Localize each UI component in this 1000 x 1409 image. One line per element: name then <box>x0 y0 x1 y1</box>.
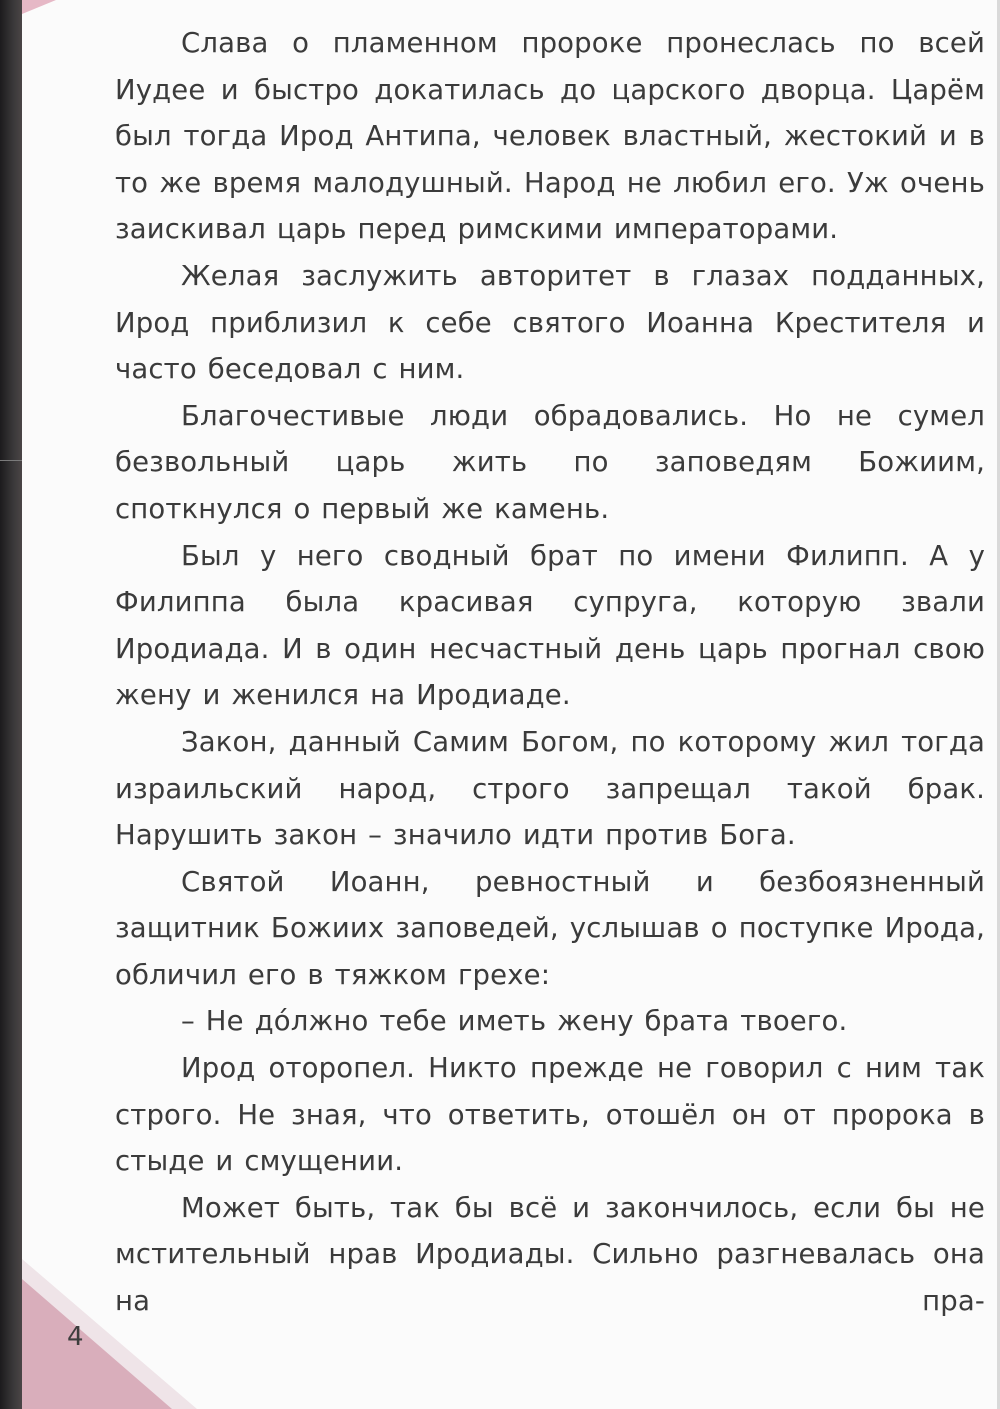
page-text <box>115 20 985 1325</box>
adjacent-page-edge <box>0 0 22 1409</box>
paragraph: Может быть, так бы всё и закончилось, если бы не мстительный нрав Иродиады. Сильно разгневалась она на пра- <box>115 1191 985 1318</box>
corner-decoration-top <box>22 0 56 14</box>
page-number: 4 <box>67 1322 84 1352</box>
paragraph: Слава о пламенном пророке пронеслась по всей Иудее и быстро докатилась до царского дворца. Царём был тогда Ирод Антипа, человек властный, жестокий и в то же время малодушный. Народ не любил его. Уж очень заискивал царь перед римскими императорами. <box>115 27 985 246</box>
paragraph: Желая заслужить авторитет в глазах подданных, Ирод приблизил к себе святого Иоанна Крестителя и часто беседовал с ним. <box>115 259 985 386</box>
paragraph: Святой Иоанн, ревностный и безбоязненный защитник Божиих заповедей, услышав о поступке Ирода, обличил его в тяжком грехе: <box>115 865 985 991</box>
paragraph: Был у него сводный брат по имени Филипп. А у Филиппа была красивая супруга, которую звали Иродиада. И в один несчастный день царь прогнал свою жену и женился на Иродиаде. <box>115 539 985 712</box>
paragraph: Ирод оторопел. Никто прежде не говорил с ним так строго. Не зная, что ответить, отошёл он от пророка в стыде и смущении. <box>115 1052 985 1178</box>
paragraph: Закон, данный Самим Богом, по которому жил тогда израильский народ, строго запрещал такой брак. Нарушить закон – значило идти против Бога. <box>115 725 985 852</box>
paragraph: Благочестивые люди обрадовались. Но не сумел безвольный царь жить по заповедям Божиим, споткнулся о первый же камень. <box>115 399 985 525</box>
dialogue-line: – Не до́лжно тебе иметь жену брата твоего. <box>181 1005 848 1038</box>
book-page <box>22 0 1000 1409</box>
edge-divider <box>0 460 22 461</box>
